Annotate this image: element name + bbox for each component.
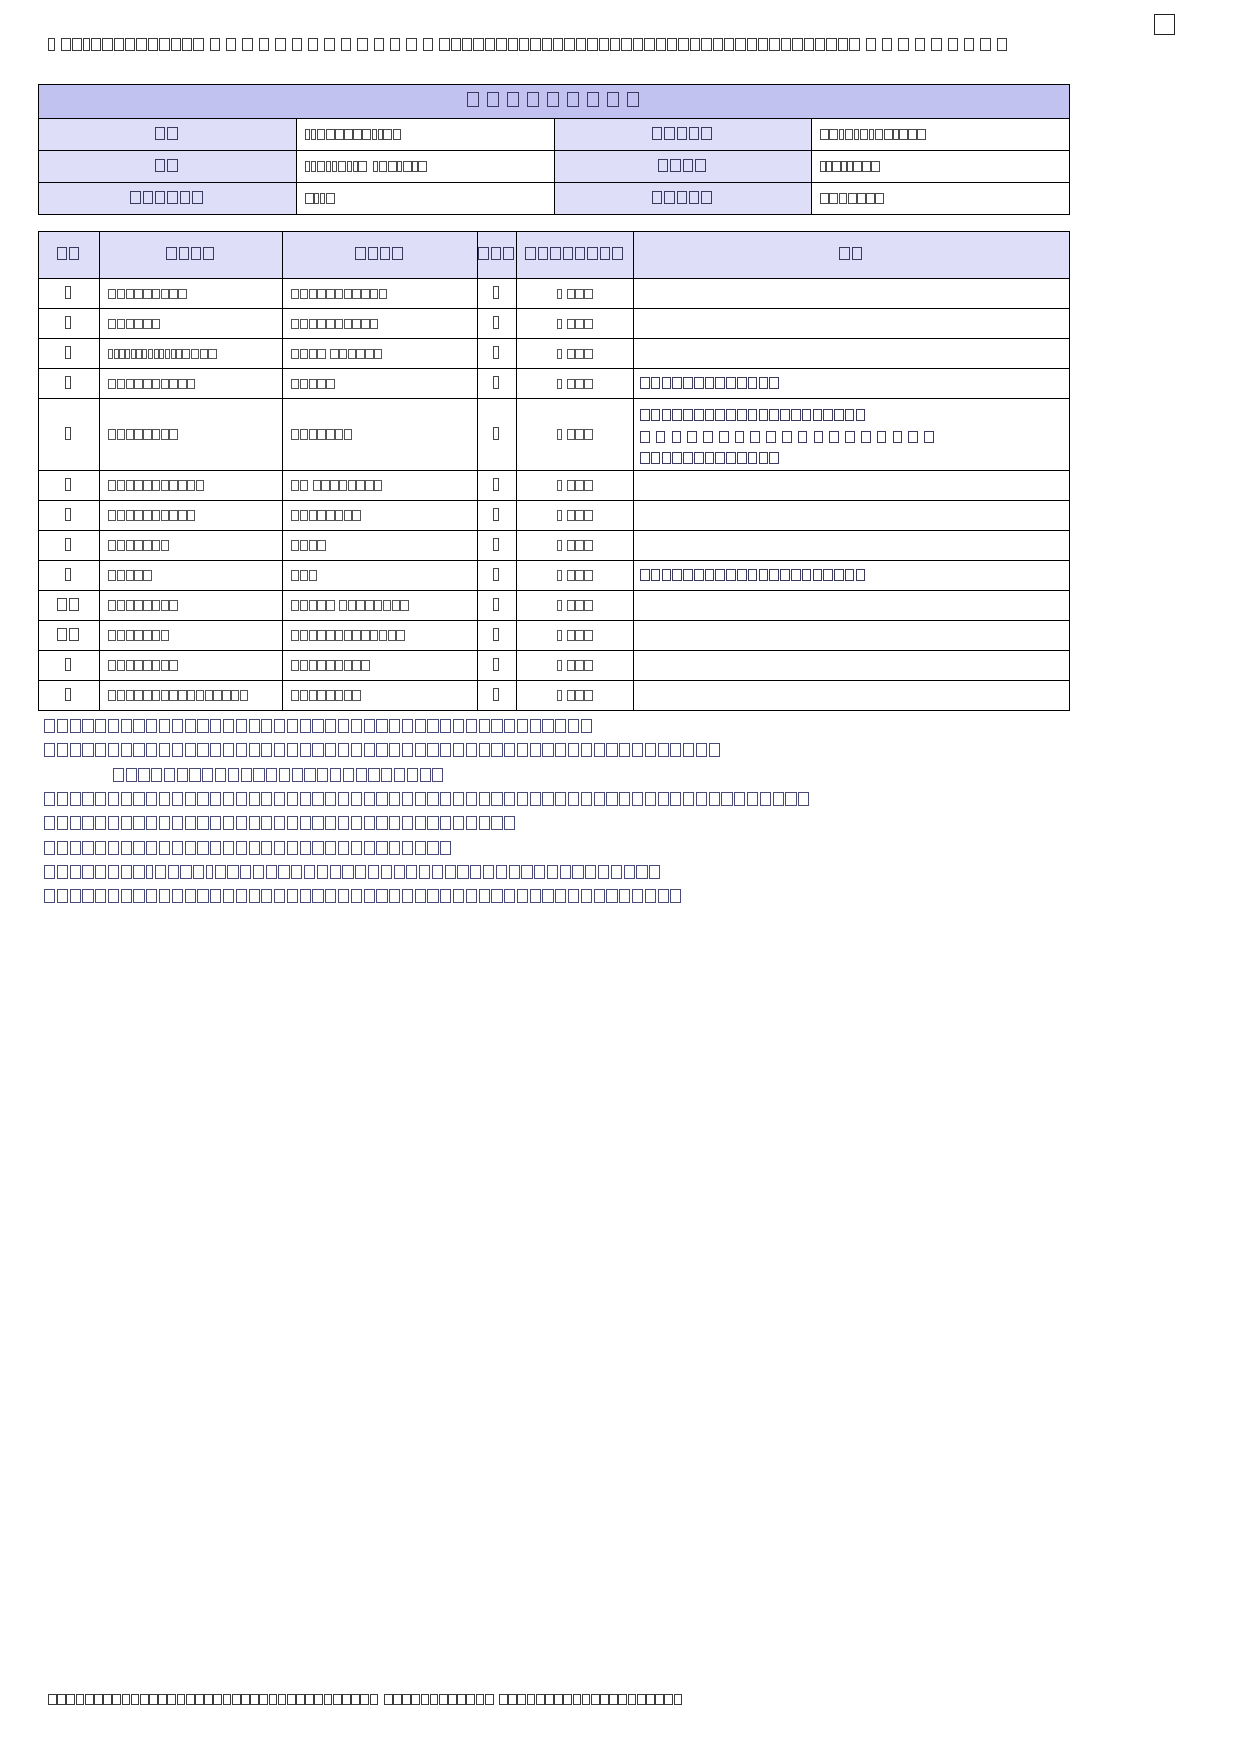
table-row [39,369,1070,399]
row-remark-cell[interactable] [634,339,1070,369]
info-value-inspection-date[interactable] [812,119,1070,151]
table-row [39,620,1070,650]
table-row [39,279,1070,309]
row-remark-cell[interactable] [634,500,1070,530]
row-result-cell[interactable] [517,650,634,680]
row-remark-cell[interactable] [634,590,1070,620]
row-item-cell [100,309,283,339]
info-row [39,183,1070,215]
page-title [48,36,1008,55]
row-remark-cell[interactable] [634,369,1070,399]
col-header-item [100,232,283,279]
row-remark-cell[interactable] [634,470,1070,500]
table-row [39,470,1070,500]
row-content-cell [283,279,478,309]
row-number-cell [39,680,100,710]
col-header-content [283,232,478,279]
info-value-license-no[interactable] [296,183,554,215]
row-check-checkbox[interactable] [478,339,517,369]
row-number-cell [39,560,100,590]
row-result-cell[interactable] [517,590,634,620]
row-item-cell [100,339,283,369]
note-line [44,813,1164,837]
info-value-address[interactable] [296,151,554,183]
info-label-facility [39,119,297,151]
table-row [39,590,1070,620]
info-label-inspector [554,183,812,215]
row-remark-cell[interactable] [634,399,1070,471]
row-check-checkbox[interactable] [478,620,517,650]
row-number-cell [39,279,100,309]
info-value-inspection-time[interactable] [812,151,1070,183]
checklist-body [39,279,1070,711]
row-item-cell [100,650,283,680]
note-line [44,716,1164,740]
table-row [39,399,1070,471]
row-item-cell [100,279,283,309]
remark-line [640,405,1069,427]
footer-note [48,1690,1198,1709]
row-content-cell [283,650,478,680]
info-label-license-no [39,183,297,215]
row-remark-cell[interactable] [634,680,1070,710]
note-line [44,838,1164,862]
row-item-cell [100,369,283,399]
row-item-cell [100,470,283,500]
row-check-checkbox[interactable] [478,309,517,339]
info-value-inspector[interactable] [812,183,1070,215]
row-content-cell [283,620,478,650]
info-table-title [39,85,1070,119]
row-item-cell [100,500,283,530]
col-header-result [517,232,634,279]
table-row [39,530,1070,560]
remark-line [640,427,1069,449]
row-remark-cell[interactable] [634,530,1070,560]
info-row [39,151,1070,183]
row-item-cell [100,560,283,590]
note-line [44,862,1164,886]
row-content-cell [283,470,478,500]
col-header-no [39,232,100,279]
table-row [39,500,1070,530]
row-result-cell[interactable] [517,500,634,530]
row-check-checkbox[interactable] [478,399,517,471]
row-result-cell[interactable] [517,279,634,309]
row-result-cell[interactable] [517,680,634,710]
row-number-cell [39,620,100,650]
row-result-cell[interactable] [517,530,634,560]
row-content-cell [283,369,478,399]
row-content-cell [283,500,478,530]
row-remark-cell[interactable] [634,650,1070,680]
row-content-cell [283,530,478,560]
inspection-info-table [38,84,1070,215]
table-row [39,339,1070,369]
note-line [44,765,1164,789]
row-item-cell [100,620,283,650]
row-number-cell [39,530,100,560]
row-content-cell [283,309,478,339]
row-number-cell [39,309,100,339]
row-number-cell [39,339,100,369]
row-check-checkbox[interactable] [478,560,517,590]
inspection-checklist-table [38,231,1070,711]
checklist-header-row [39,232,1070,279]
col-header-remark [634,232,1070,279]
row-content-cell [283,590,478,620]
row-result-cell[interactable] [517,470,634,500]
row-content-cell [283,560,478,590]
table-row [39,680,1070,710]
info-row [39,119,1070,151]
row-result-cell[interactable] [517,339,634,369]
row-number-cell [39,369,100,399]
row-result-cell[interactable] [517,560,634,590]
row-content-cell [283,339,478,369]
col-header-check [478,232,517,279]
row-check-checkbox[interactable] [478,590,517,620]
info-label-inspection-date [554,119,812,151]
row-check-checkbox[interactable] [478,369,517,399]
row-result-cell[interactable] [517,620,634,650]
row-check-checkbox[interactable] [478,470,517,500]
row-remark-cell[interactable] [634,620,1070,650]
table-row [39,650,1070,680]
row-result-cell[interactable] [517,309,634,339]
row-check-checkbox[interactable] [478,530,517,560]
table-row [39,309,1070,339]
row-remark-cell[interactable] [634,309,1070,339]
notes-block [44,716,1164,911]
top-right-checkbox[interactable] [1154,14,1175,35]
row-number-cell [39,650,100,680]
row-item-cell [100,530,283,560]
row-check-checkbox[interactable] [478,680,517,710]
row-number-cell [39,590,100,620]
info-label-address [39,151,297,183]
info-value-facility[interactable] [296,119,554,151]
page-title-row [48,30,1198,60]
note-line [44,740,1164,764]
row-number-cell [39,500,100,530]
info-title-row [39,85,1070,119]
row-check-checkbox[interactable] [478,500,517,530]
row-remark-cell[interactable] [634,560,1070,590]
row-result-cell[interactable] [517,399,634,471]
row-content-cell [283,399,478,471]
table-row [39,560,1070,590]
row-check-checkbox[interactable] [478,650,517,680]
row-number-cell [39,399,100,471]
row-item-cell [100,590,283,620]
remark-line [640,448,1069,470]
row-number-cell [39,470,100,500]
row-check-checkbox[interactable] [478,279,517,309]
row-result-cell[interactable] [517,369,634,399]
row-item-cell [100,680,283,710]
info-label-inspection-time [554,151,812,183]
note-line [44,886,1164,910]
row-remark-cell[interactable] [634,279,1070,309]
note-line [44,789,1164,813]
row-content-cell [283,680,478,710]
row-item-cell [100,399,283,471]
